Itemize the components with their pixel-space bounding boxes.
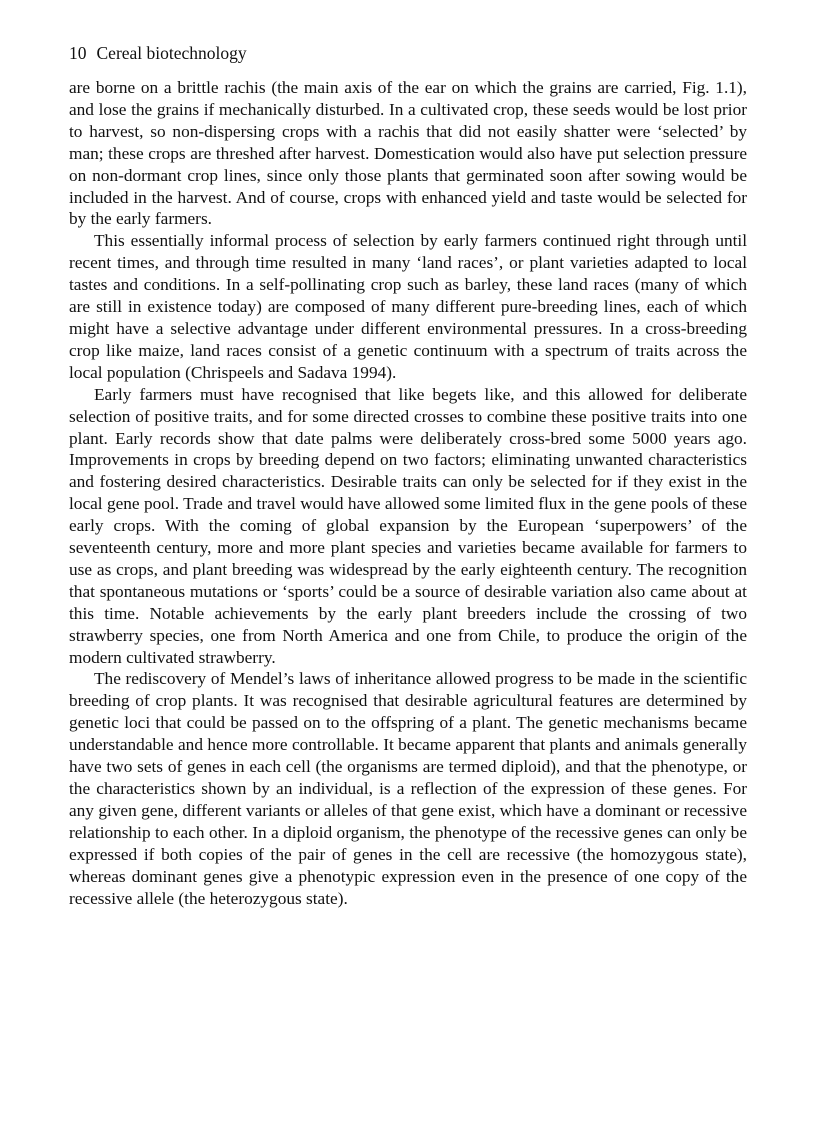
running-title: Cereal biotechnology	[96, 43, 247, 63]
paragraph-land-races: This essentially informal process of selection by early farmers continued right through until recent times, and through time resulted in many ‘land races’, or plant varieties adapted to local tastes and conditions. In a self-pollinating crop such as barley, these land races (many of which are still in existence today) are composed of many different pure-breeding lines, each of which might have a selective advantage under different environmental pressures. In a cross-breeding crop like maize, land races consist of a genetic continuum with a spectrum of traits across the local population (Chrispeels and Sadava 1994).	[69, 231, 747, 382]
book-page	[69, 41, 747, 909]
paragraph-mendel: The rediscovery of Mendel’s laws of inheritance allowed progress to be made in the scientific breeding of crop plants. It was recognised that desirable agricultural features are determined by genetic loci that could be passed on to the offspring of a plant. The genetic mechanisms became understandable and hence more controllable. It became apparent that plants and animals generally have two sets of genes in each cell (the organisms are termed diploid), and that the phenotype, or the characteristics shown by an individual, is a reflection of the expression of these genes. For any given gene, different variants or alleles of that gene exist, which have a dominant or recessive relationship to each other. In a diploid organism, the phenotype of the recessive genes can only be expressed if both copies of the pair of genes in the cell are recessive (the homozygous state), whereas dominant genes give a phenotypic expression even in the presence of one copy of the recessive allele (the heterozygous state).	[69, 669, 747, 908]
body-text	[69, 77, 747, 909]
page-number: 10	[69, 43, 87, 63]
paragraph-early-farmers: Early farmers must have recognised that like begets like, and this allowed for deliberate selection of positive traits, and for some directed crosses to combine these positive traits into one plant. Early records show that date palms were deliberately cross-bred some 5000 years ago. Improvements in crops by breeding depend on two factors; eliminating unwanted characteristics and fostering desired characteristics. Desirable traits can only be selected for if they exist in the local gene pool. Trade and travel would have allowed some limited flux in the gene pools of these early crops. With the coming of global expansion by the European ‘superpowers’ of the seventeenth century, more and more plant species and varieties became available for farmers to use as crops, and plant breeding was widespread by the early eighteenth century. The recognition that spontaneous mutations or ‘sports’ could be a source of desirable variation also came about at this time. Notable achievements by the early plant breeders include the crossing of two strawberry species, one from North America and one from Chile, to produce the origin of the modern cultivated strawberry.	[69, 384, 747, 667]
paragraph-continued: are borne on a brittle rachis (the main axis of the ear on which the grains are carried, Fig. 1.1), and lose the grains if mechanically disturbed. In a cultivated crop, these seeds would be lost prior to harvest, so non-dispersing crops with a rachis that did not easily shatter were ‘selected’ by man; these crops are threshed after harvest. Domestication would also have put selection pressure on non-dormant crop lines, since only those plants that germinated soon after sowing would be included in the harvest. And of course, crops with enhanced yield and taste would be selected for by the early farmers.	[69, 78, 747, 229]
running-head	[69, 41, 747, 65]
